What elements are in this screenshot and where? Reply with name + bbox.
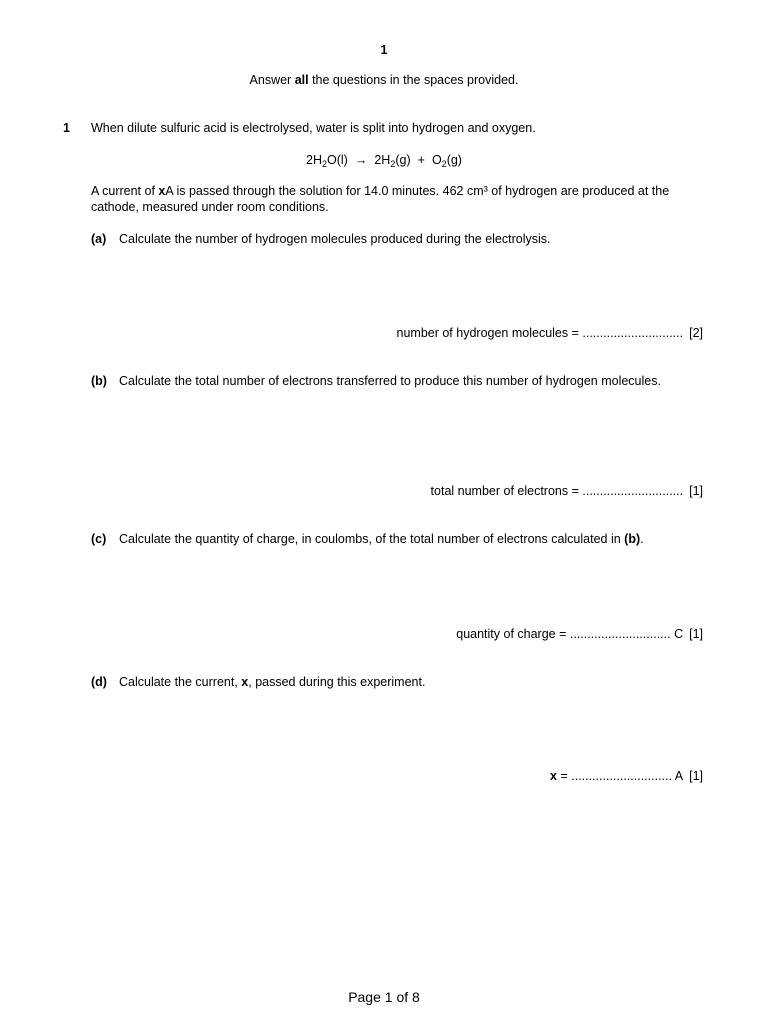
part-c xyxy=(91,531,703,547)
answer-d-variable: x xyxy=(550,769,557,783)
eq-product-oxygen-state: (g) xyxy=(446,153,462,167)
part-a-text: Calculate the number of hydrogen molecules produced during the electrolysis. xyxy=(119,232,551,246)
marks-a: [2] xyxy=(689,326,703,340)
eq-reactant-subscript: 2 xyxy=(322,159,328,169)
part-d-variable: x xyxy=(241,675,249,689)
context-text-end: A is passed through the solution for 14.0 minutes. 462 cm³ of hydrogen are produced at the cathode, measured under room conditions. xyxy=(91,184,670,214)
answer-line-c[interactable] xyxy=(456,626,703,642)
answer-c-dots[interactable]: ............................. xyxy=(569,627,671,641)
part-a xyxy=(91,231,703,247)
instructions-emphasis: all xyxy=(294,73,309,87)
eq-reactant: 2H xyxy=(306,153,322,167)
answer-d-dots[interactable]: ............................. xyxy=(571,769,672,783)
eq-arrow-icon: → xyxy=(354,153,368,167)
part-d-label: (d) xyxy=(91,675,107,689)
answer-b-label: total number of electrons = xyxy=(430,484,583,498)
answer-a-dots[interactable]: ............................. xyxy=(582,326,684,340)
part-a-label: (a) xyxy=(91,232,107,246)
eq-product-hydrogen: 2H xyxy=(374,153,391,167)
eq-product-hydrogen-subscript: 2 xyxy=(390,159,396,169)
part-c-label: (c) xyxy=(91,532,107,546)
page-footer: Page 1 of 8 xyxy=(348,989,420,1005)
question-stem: When dilute sulfuric acid is electrolysed, water is split into hydrogen and oxygen. xyxy=(91,121,536,135)
answer-d-label: = xyxy=(557,769,572,783)
instructions-text-end: the questions in the spaces provided. xyxy=(308,73,519,87)
part-c-text-main: Calculate the quantity of charge, in coulombs, of the total number of electrons calculated in xyxy=(119,532,625,546)
instructions-text: Answer xyxy=(249,73,295,87)
answer-line-a[interactable] xyxy=(397,325,704,341)
part-c-text-end: . xyxy=(640,532,644,546)
answer-d-unit: A xyxy=(671,769,684,783)
marks-c: [1] xyxy=(689,627,703,641)
instructions xyxy=(0,72,768,88)
eq-product-hydrogen-state: (g) xyxy=(395,153,411,167)
part-d-text xyxy=(119,674,703,690)
answer-c-label: quantity of charge = xyxy=(456,627,570,641)
marks-b: [1] xyxy=(689,484,703,498)
question-number: 1 xyxy=(63,121,70,135)
part-d-text-main: Calculate the current, xyxy=(119,675,242,689)
answer-c-unit: C xyxy=(670,627,684,641)
eq-product-oxygen: O xyxy=(431,153,442,167)
answer-b-dots[interactable]: ............................. xyxy=(582,484,684,498)
answer-line-b[interactable] xyxy=(431,483,703,499)
page-number: 1 xyxy=(380,43,388,57)
eq-product-oxygen-subscript: 2 xyxy=(441,159,447,169)
eq-reactant-state: O(l) xyxy=(327,153,348,167)
part-c-reference: (b) xyxy=(624,532,641,546)
part-b-text: Calculate the total number of electrons transferred to produce this number of hydrogen molecules. xyxy=(119,374,661,388)
part-b-label: (b) xyxy=(91,374,107,388)
question-context xyxy=(91,183,703,215)
chemical-equation xyxy=(0,152,768,168)
part-c-text xyxy=(119,531,703,547)
part-d xyxy=(91,674,703,690)
eq-plus: + xyxy=(417,153,425,167)
context-variable: x xyxy=(158,184,166,198)
answer-a-label: number of hydrogen molecules = xyxy=(396,326,583,340)
part-b xyxy=(91,373,703,389)
context-text: A current of xyxy=(91,184,159,198)
marks-d: [1] xyxy=(689,769,703,783)
part-d-text-end: , passed during this experiment. xyxy=(248,675,426,689)
answer-line-d[interactable] xyxy=(550,768,703,784)
